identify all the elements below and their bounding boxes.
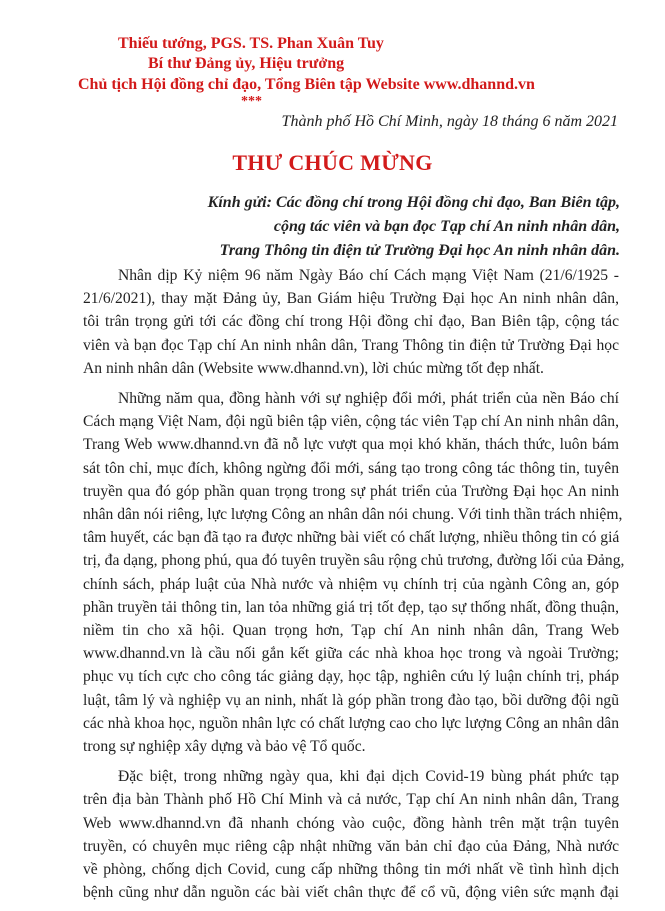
body-line: luật, tâm lý và nghiệp vụ an ninh, nhất là góp phần trong đào tạo, bồi dưỡng đội ngũ bbox=[83, 691, 619, 709]
recipients-line-1: Kính gửi: Các đồng chí trong Hội đồng chỉ đạo, Ban Biên tập, bbox=[207, 194, 620, 211]
body-line: phục vụ tích cực cho công tác giảng dạy, học tập, nghiên cứu lý luận chính trị, pháp bbox=[83, 668, 619, 686]
body-line: www.dhannd.vn là cầu nối gắn kết giữa các nhà khoa học trong và ngoài Trường; bbox=[83, 645, 619, 663]
body-line: tâm huyết, các bạn đã tạo ra được những bài viết có chất lượng, nhiều thông tin có giá bbox=[83, 529, 620, 547]
author-rank-name: Thiếu tướng, PGS. TS. Phan Xuân Tuy bbox=[118, 35, 384, 52]
body-line: các nhà khoa học, nguồn nhân lực có chất lượng cao cho lực lượng Công an nhân dân bbox=[83, 714, 619, 732]
letter-body bbox=[83, 264, 625, 911]
dateline: Thành phố Hồ Chí Minh, ngày 18 tháng 6 năm 2021 bbox=[281, 113, 618, 130]
body-line: truyền qua đó góp phần quan trọng trong sự phát triển của Trường Đại học An ninh bbox=[83, 482, 619, 500]
recipients-line-3: Trang Thông tin điện tử Trường Đại học An ninh nhân dân. bbox=[219, 242, 620, 259]
body-line: viên và bạn đọc Tạp chí An ninh nhân dân, Trang Thông tin điện tử Trường Đại học bbox=[83, 336, 619, 354]
body-line: An ninh nhân dân (Website www.dhannd.vn), lời chúc mừng tốt đẹp nhất. bbox=[83, 359, 544, 377]
body-line: Web www.dhannd.vn đã nhanh chóng vào cuộc, đồng hành trên mặt trận tuyên bbox=[83, 814, 619, 832]
body-paragraph bbox=[83, 387, 625, 758]
body-line: Cách mạng Việt Nam, đội ngũ biên tập viên, cộng tác viên Tạp chí An ninh nhân dân, bbox=[83, 413, 619, 431]
body-line: 21/6/2021), thay mặt Đảng ủy, Ban Giám hiệu Trường Đại học An ninh nhân dân, bbox=[83, 290, 619, 308]
body-line: tôi trân trọng gửi tới các đồng chí trong Hội đồng chỉ đạo, Ban Biên tập, cộng tác bbox=[83, 313, 619, 331]
recipients-line-2: cộng tác viên và bạn đọc Tạp chí An ninh nhân dân, bbox=[273, 218, 620, 235]
author-position: Bí thư Đảng ủy, Hiệu trưởng bbox=[148, 55, 345, 72]
body-line: Trang Web www.dhannd.vn đã nỗ lực vượt qua mọi khó khăn, thách thức, luôn bám bbox=[83, 436, 619, 454]
body-line: Những năm qua, đồng hành với sự nghiệp đổi mới, phát triển của nền Báo chí bbox=[118, 390, 619, 408]
body-line: Nhân dịp Kỷ niệm 96 năm Ngày Báo chí Cách mạng Việt Nam (21/6/1925 - bbox=[118, 267, 619, 284]
body-line: niềm tin cho xã hội. Quan trọng hơn, Tạp chí An ninh nhân dân, Trang Web bbox=[83, 622, 619, 640]
separator-stars: *** bbox=[241, 94, 262, 109]
body-line: trong sự nghiệp xây dựng và bảo vệ Tổ quốc. bbox=[83, 738, 366, 756]
author-chairman-title: Chủ tịch Hội đồng chỉ đạo, Tổng Biên tập Website www.dhannd.vn bbox=[78, 76, 535, 93]
body-line: nhân dân nói riêng, lực lượng Công an nhân dân nói chung. Với tinh thần trách nhiệm, bbox=[83, 506, 623, 524]
body-line: truyền, có chuyên mục riêng cập nhật những văn bản chỉ đạo của Đảng, Nhà nước bbox=[83, 837, 619, 855]
body-paragraph bbox=[83, 765, 619, 904]
body-line: Đặc biệt, trong những ngày qua, khi đại dịch Covid-19 bùng phát phức tạp bbox=[118, 768, 619, 786]
body-line: sát tôn chỉ, mục đích, không ngừng đổi mới, sáng tạo trong công tác thông tin, tuyên bbox=[83, 459, 619, 477]
body-line: về phòng, chống dịch Covid, cung cấp những thông tin mới nhất về tình hình dịch bbox=[83, 861, 619, 879]
letter-title: THƯ CHÚC MỪNG bbox=[232, 150, 433, 175]
body-line: trị, đa dạng, phong phú, qua đó tuyên truyền sâu rộng chủ trương, đường lối của Đảng, bbox=[83, 552, 625, 570]
body-line: trên địa bàn Thành phố Hồ Chí Minh và cả nước, Tạp chí An ninh nhân dân, Trang bbox=[83, 791, 619, 809]
recipients-block bbox=[208, 191, 620, 263]
body-line: phần truyền tải thông tin, lan tỏa những giá trị tốt đẹp, tạo sự thống nhất, đồng thuận, bbox=[83, 598, 619, 616]
body-paragraph bbox=[83, 264, 619, 380]
body-line: bệnh cũng như dẫn nguồn các bài viết chân thực để cổ vũ, động viên sức mạnh đại bbox=[83, 884, 619, 902]
body-line: chính sách, pháp luật của Nhà nước và nhiệm vụ chính trị của ngành Công an, góp bbox=[83, 575, 619, 593]
